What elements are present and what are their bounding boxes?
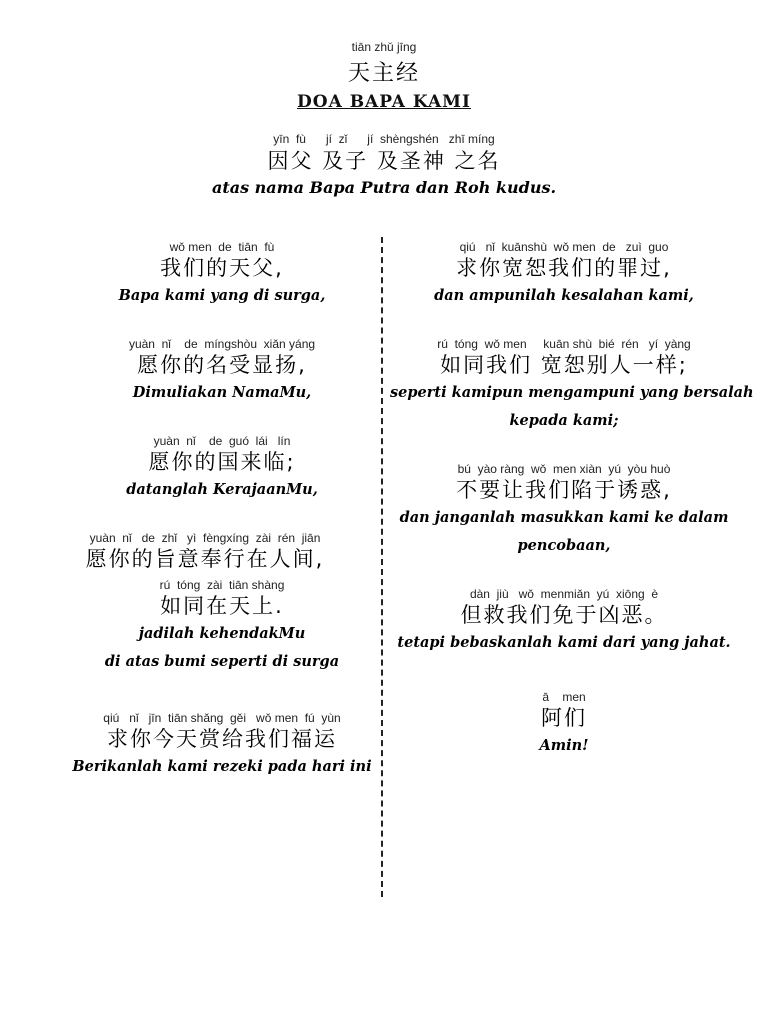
title-hanzi: 天主经 — [347, 61, 420, 86]
verse-pinyin: qiú nǐ jīn tiān shǎng gěi wǒ men fú yùn — [103, 711, 341, 725]
right-verse-2 — [390, 337, 754, 435]
verse-indonesian: Berikanlah kami rezeki pada hari ini — [72, 758, 372, 775]
verse-hanzi: 不要让我们陷于诱惑, — [456, 478, 672, 502]
verse-hanzi: 愿你的名受显扬, — [137, 353, 307, 377]
column-divider — [381, 237, 383, 897]
left-verse-3 — [62, 434, 382, 504]
verse-indonesian: kepada kami; — [509, 412, 619, 429]
verse-pinyin: dàn jiù wǒ menmiǎn yú xiōng è — [469, 587, 659, 601]
left-verse-4 — [40, 531, 370, 573]
verse-hanzi: 求你宽恕我们的罪过, — [456, 256, 672, 280]
verse-hanzi: 我们的天父, — [160, 256, 284, 280]
verse-pinyin: qiú nǐ kuānshù wǒ men de zuì guo — [459, 240, 669, 254]
verse-hanzi: 阿们 — [541, 706, 587, 730]
verse-hanzi: 但救我们免于凶恶。 — [460, 603, 668, 627]
verse-hanzi: 愿你的旨意奉行在人间, — [85, 547, 325, 571]
verse-hanzi: 愿你的国来临; — [148, 450, 296, 474]
verse-indonesian: tetapi bebaskanlah kami dari yang jahat. — [397, 634, 731, 651]
right-verse-3 — [390, 462, 738, 560]
left-verse-5 — [62, 578, 382, 676]
left-verse-1 — [62, 240, 382, 310]
verse-indonesian: Amin! — [539, 737, 589, 754]
intro-hanzi: 因父 及子 及圣神 之名 — [267, 149, 501, 173]
verse-hanzi: 如同我们 宽恕别人一样; — [440, 353, 688, 377]
right-verse-5 — [390, 690, 738, 760]
intro-indonesian: atas nama Bapa Putra dan Roh kudus. — [211, 178, 557, 197]
left-verse-2 — [62, 337, 382, 407]
right-verse-4 — [390, 587, 738, 657]
verse-pinyin: rú tóng zài tiān shàng — [159, 578, 285, 592]
verse-pinyin: ā men — [542, 690, 586, 704]
verse-indonesian: jadilah kehendakMu — [138, 625, 306, 642]
verse-indonesian: dan ampunilah kesalahan kami, — [434, 287, 694, 304]
verse-pinyin: rú tóng wǒ men kuān shù bié rén yí yàng — [437, 337, 691, 351]
title-pinyin: tiān zhǔ jīng — [351, 40, 417, 54]
right-verse-1 — [390, 240, 738, 310]
verse-pinyin: yuàn nǐ de guó lái lín — [153, 434, 291, 448]
verse-hanzi: 如同在天上. — [160, 594, 284, 618]
verse-indonesian: Bapa kami yang di surga, — [118, 287, 326, 304]
verse-indonesian: seperti kamipun mengampuni yang bersalah — [390, 384, 754, 401]
verse-pinyin: wǒ men de tiān fù — [169, 240, 275, 254]
verse-pinyin: yuàn nǐ de míngshòu xiǎn yáng — [128, 337, 316, 351]
verse-pinyin: yuàn nǐ de zhǐ yì fèngxíng zài rén jiān — [89, 531, 321, 545]
verse-indonesian: dan janganlah masukkan kami ke dalam — [399, 509, 729, 526]
intro-pinyin: yīn fù jí zǐ jí shèngshén zhī míng — [273, 132, 495, 146]
verse-hanzi: 求你今天赏给我们福运 — [107, 727, 337, 751]
verse-indonesian: Dimuliakan NamaMu, — [132, 384, 312, 401]
title-indonesian: DOA BAPA KAMI — [297, 92, 471, 112]
verse-indonesian: di atas bumi seperti di surga — [104, 653, 340, 670]
verse-indonesian: pencobaan, — [517, 537, 611, 554]
verse-indonesian: datanglah KerajaanMu, — [126, 481, 318, 498]
left-verse-6 — [62, 711, 382, 781]
verse-pinyin: bú yào ràng wǒ men xiàn yú yòu huò — [457, 462, 671, 476]
